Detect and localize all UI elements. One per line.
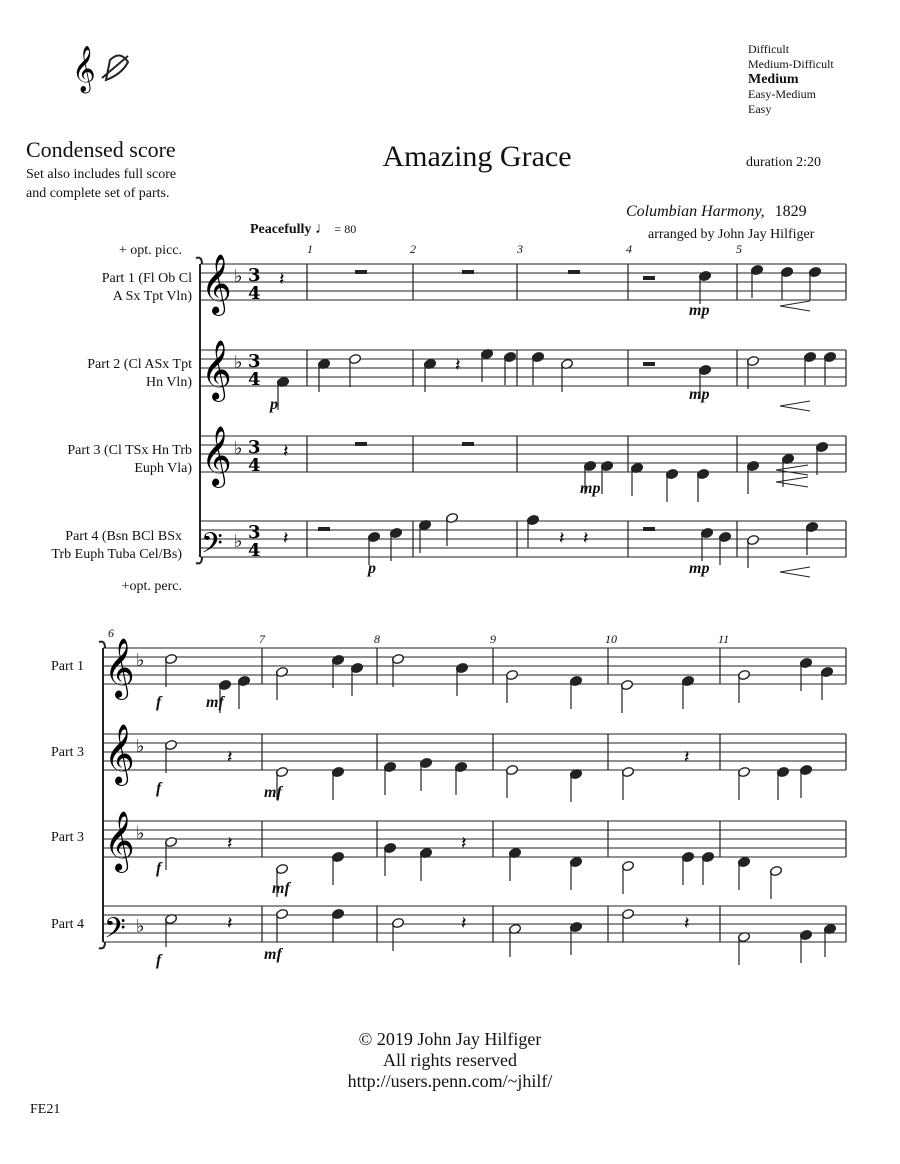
copyright-line: © 2019 John Jay Hilfiger [358,1029,542,1049]
crescendo-hairpin [776,477,808,487]
flat-icon: ♭ [234,531,243,552]
whole-rest-icon [643,276,655,280]
difficulty-level: Easy [748,102,772,116]
quarter-rest-icon: 𝄽 [684,747,690,768]
difficulty-level-selected: Medium [748,72,799,87]
flat-icon: ♭ [136,823,145,844]
time-signature-denominator: 4 [248,540,261,561]
quarter-rest-icon: 𝄽 [583,528,589,549]
quarter-rest-icon: 𝄽 [461,833,467,854]
treble-clef-icon: 𝄞 [104,724,135,784]
quarter-rest-icon: 𝄽 [684,913,690,934]
quarter-rest-icon: 𝄽 [455,355,461,376]
dynamic-marking: f [156,952,162,969]
bar-number: 9 [490,632,496,646]
piece-title: Amazing Grace [382,140,572,173]
website-link[interactable]: http://users.penn.com/~jhilf/ [347,1071,553,1091]
dynamic-marking: mp [689,386,710,403]
dynamic-marking: mf [206,694,224,711]
quarter-rest-icon: 𝄽 [559,528,565,549]
part-label-line: Euph Vla) [134,461,192,476]
time-signature-numerator: 3 [248,265,261,286]
quarter-note-icon: ♩ [314,220,331,237]
svg-text:𝄞: 𝄞 [72,46,96,92]
quarter-rest-icon: 𝄽 [461,913,467,934]
dynamic-marking: mf [272,880,290,897]
part-label-line: Part 4 (Bsn BCl BSx [65,529,182,544]
condensed-score-heading: Condensed score [26,137,176,162]
rights-line: All rights reserved [383,1050,517,1070]
flat-icon: ♭ [136,650,145,671]
part-label: Part 4 [50,917,84,932]
dynamic-marking: f [156,780,162,797]
flat-icon: ♭ [136,916,145,937]
difficulty-level: Easy-Medium [748,87,816,101]
difficulty-level: Difficult [748,42,790,56]
time-signature-denominator: 4 [248,455,261,476]
dynamic-marking: mp [580,480,601,497]
quarter-rest-icon: 𝄽 [227,747,233,768]
whole-rest-icon [355,270,367,274]
catalog-code: FE21 [30,1102,61,1117]
treble-clef-icon: 𝄞 [201,340,232,400]
difficulty-level: Medium-Difficult [748,57,834,71]
dynamic-marking: p [270,396,278,413]
treble-clef-icon: 𝄞 [104,811,135,871]
whole-rest-icon [355,442,367,446]
treble-clef-icon: 𝄞 [104,638,135,698]
time-signature-numerator: 3 [248,351,261,372]
tempo-bpm: = 80 [334,222,357,236]
whole-rest-icon [643,362,655,366]
bar-number: 5 [736,242,742,256]
part-label-line: Part 2 (Cl ASx Tpt [87,357,192,372]
tempo-label: Peacefully [250,222,312,237]
part-label-line: Trb Euph Tuba Cel/Bs) [51,547,182,562]
note-line: and complete set of parts. [26,186,170,201]
dynamic-marking: mf [264,946,282,963]
treble-clef-icon: 𝄞 [201,426,232,486]
note-line: Set also includes full score [26,167,177,182]
composer-name: Columbian Harmony, [626,203,765,220]
flat-icon: ♭ [234,266,243,287]
time-signature-denominator: 4 [248,369,261,390]
quarter-rest-icon: 𝄽 [227,913,233,934]
composer-year: 1829 [774,203,807,220]
dynamic-marking: f [156,694,162,711]
part-label-line: Hn Vln) [145,375,192,390]
flat-icon: ♭ [234,438,243,459]
treble-clef-icon: 𝄞 [201,254,232,314]
part-label: Part 3 [50,745,84,760]
duration: duration 2:20 [746,155,822,170]
bar-number: 11 [718,632,730,646]
whole-rest-icon [462,442,474,446]
crescendo-hairpin [776,465,808,475]
system1-bottom-note: +opt. perc. [121,579,182,594]
bar-number: 8 [374,632,380,646]
part-label: Part 1 [50,659,84,674]
time-signature-numerator: 3 [248,437,261,458]
bass-clef-icon: 𝄢 [201,527,223,567]
quarter-rest-icon: 𝄽 [283,528,289,549]
bar-number: 3 [517,242,523,256]
time-signature-denominator: 4 [248,283,261,304]
quarter-rest-icon: 𝄽 [279,269,285,290]
flat-icon: ♭ [136,736,145,757]
whole-rest-icon [643,527,655,531]
whole-rest-icon [462,270,474,274]
bar-number: 1 [307,242,313,256]
copyright-block [0,1029,900,1092]
quarter-rest-icon: 𝄽 [283,441,289,462]
crescendo-hairpin [780,567,810,577]
dynamic-marking: mf [264,784,282,801]
bar-number: 10 [605,632,617,646]
arranger-credit: arranged by John Jay Hilfiger [648,227,815,242]
dynamic-marking: f [156,860,162,877]
crescendo-hairpin [780,301,810,311]
time-signature-numerator: 3 [248,522,261,543]
part-label: Part 3 [50,830,84,845]
bar-number: 4 [626,242,632,256]
part-label-line: Part 1 (Fl Ob Cl [101,271,192,286]
whole-rest-icon [568,270,580,274]
part-label-line: A Sx Tpt Vln) [112,289,192,304]
part-label-line: Part 3 (Cl TSx Hn Trb [67,443,192,458]
bar-number: 7 [259,632,265,646]
bar-number: 2 [410,242,416,256]
bass-clef-icon: 𝄢 [104,912,126,952]
flat-icon: ♭ [234,352,243,373]
bar-number: 6 [108,626,114,640]
system1-top-note: + opt. picc. [118,243,182,258]
dynamic-marking: mp [689,560,710,577]
quarter-rest-icon: 𝄽 [227,833,233,854]
whole-rest-icon [318,527,330,531]
dynamic-marking: mp [689,302,710,319]
crescendo-hairpin [780,401,810,411]
dynamic-marking: p [368,560,376,577]
